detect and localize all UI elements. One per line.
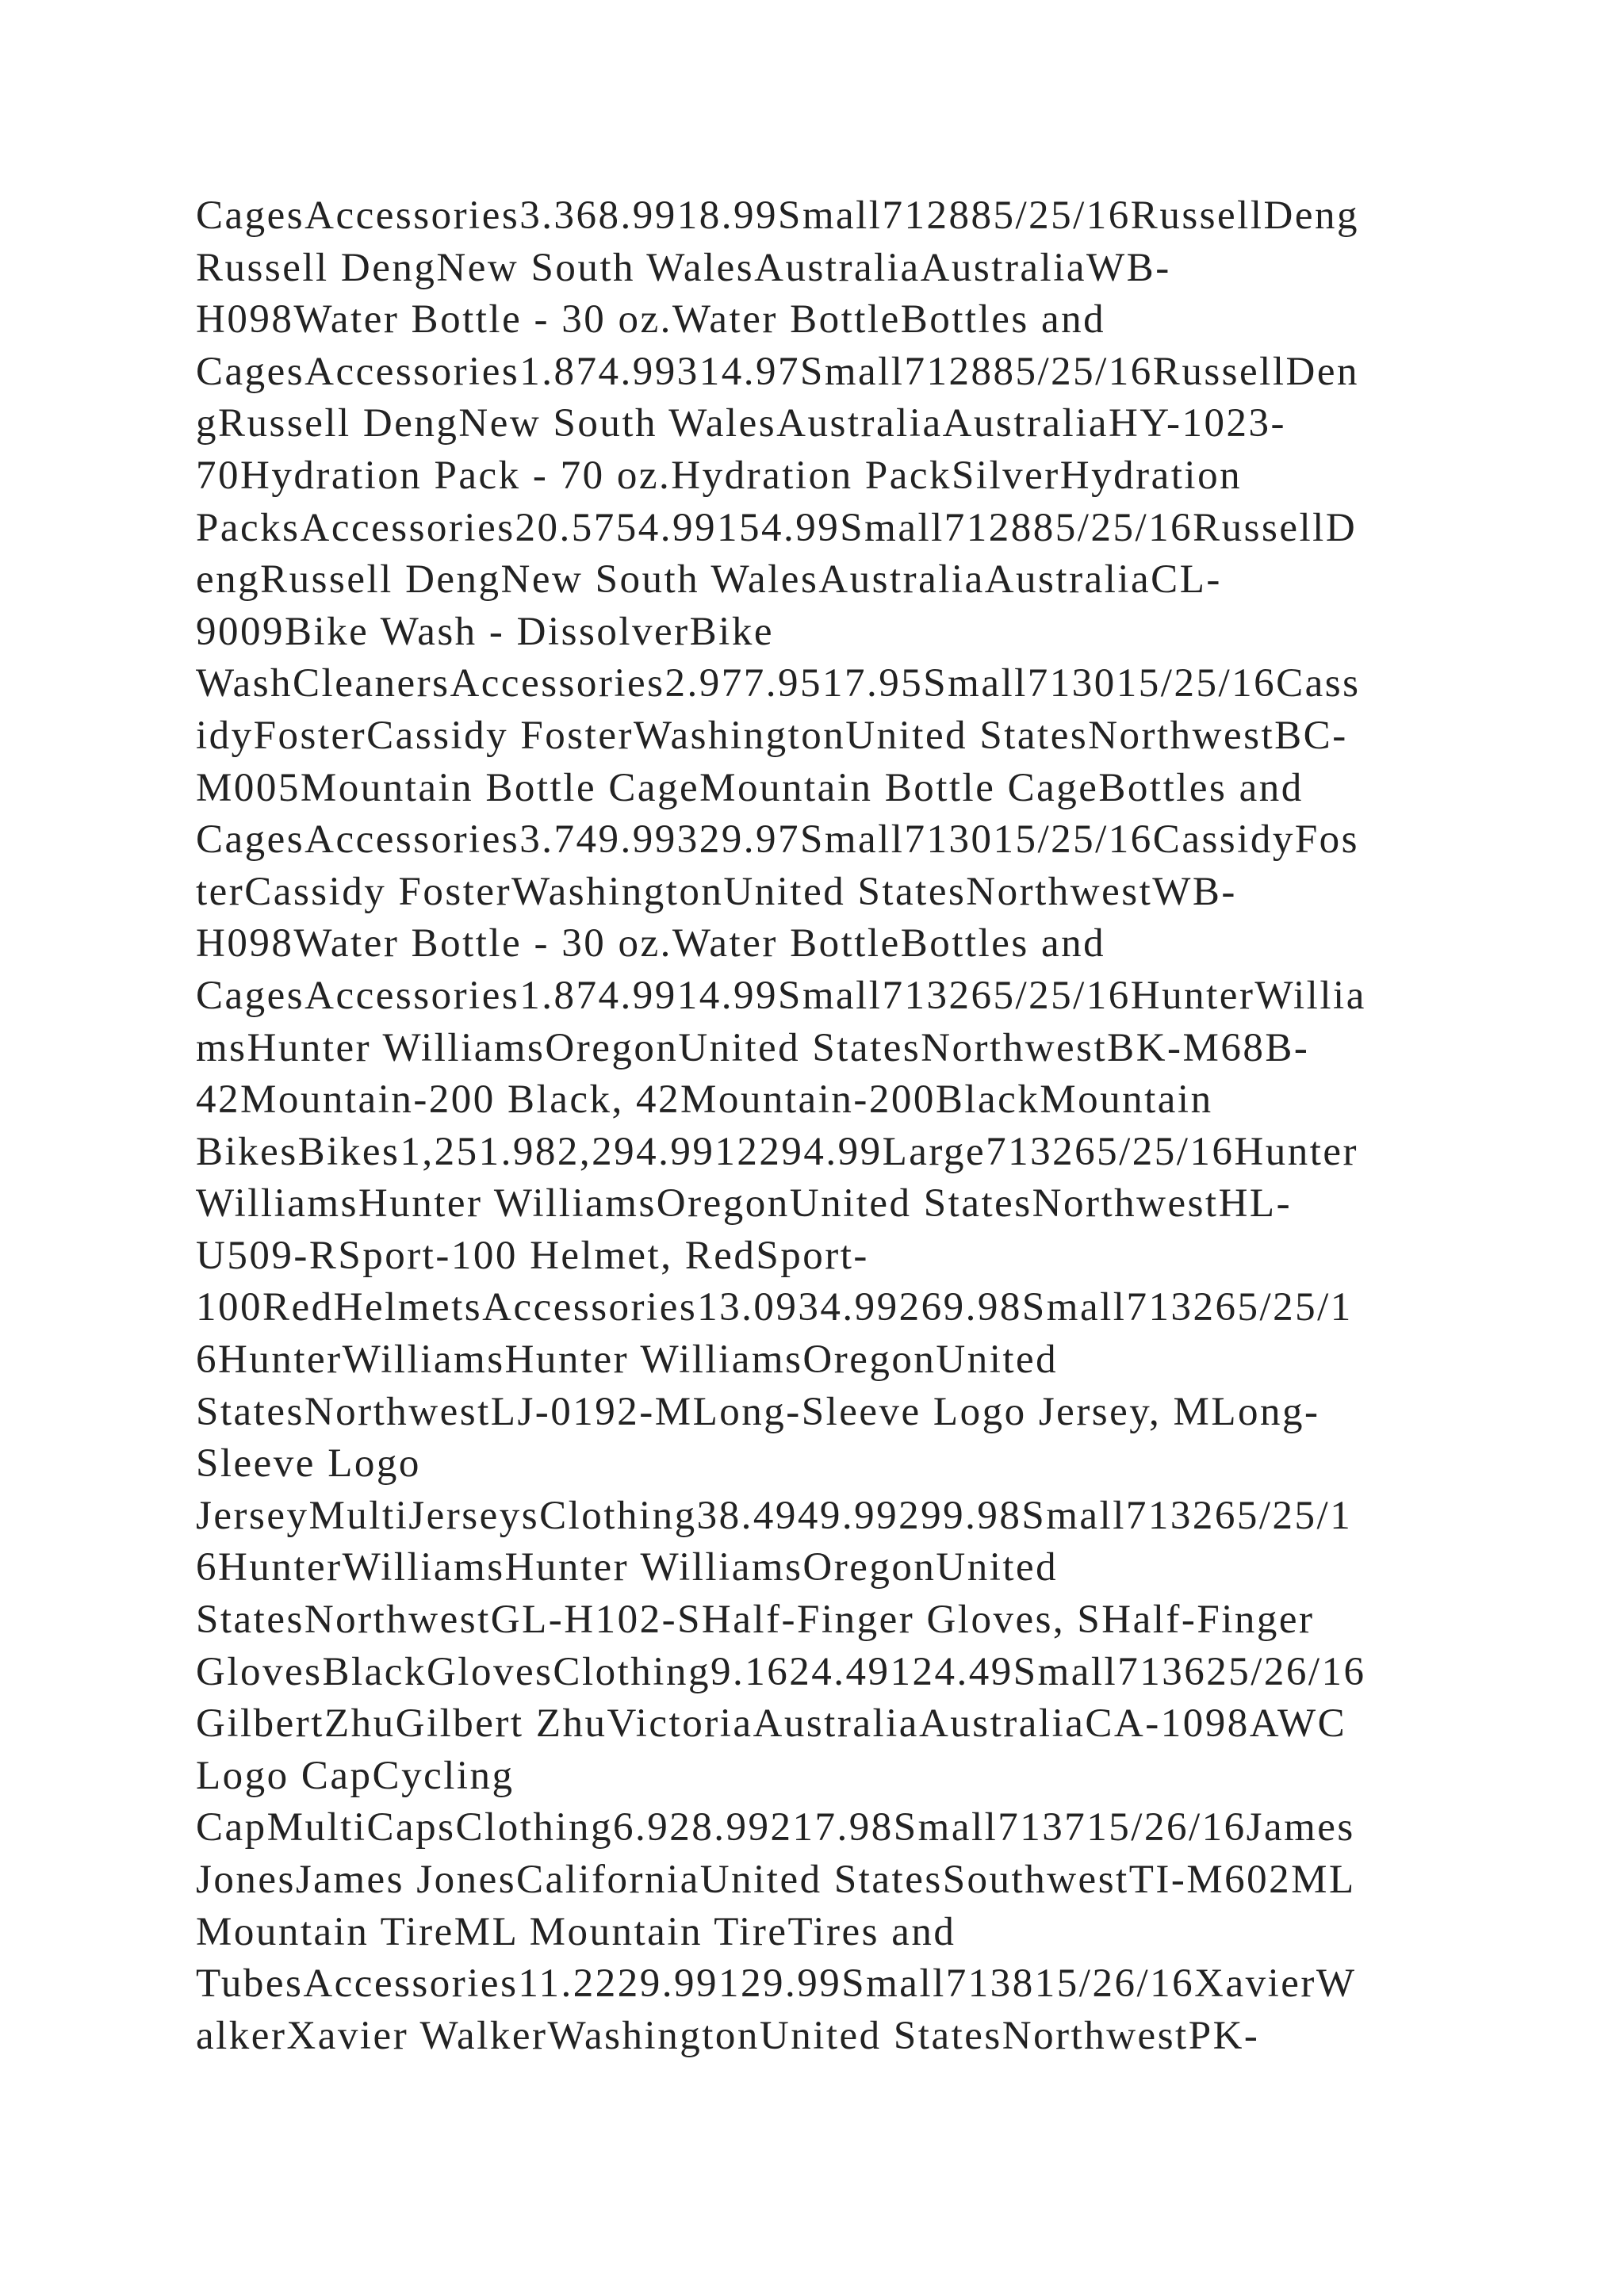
text-line: msHunter WilliamsOregonUnited StatesNorthwestBK-M68B-: [196, 1025, 1310, 1070]
text-line: terCassidy FosterWashingtonUnited StatesNorthwestWB-: [196, 869, 1237, 914]
text-line: gRussell DengNew South WalesAustraliaAustraliaHY-1023-: [196, 401, 1287, 446]
text-line: Logo CapCycling: [196, 1753, 515, 1798]
text-line: Sleeve Logo: [196, 1441, 421, 1487]
text-line: WashCleanersAccessories2.977.9517.95Small713015/25/16Cass: [196, 661, 1361, 706]
text-line: engRussell DengNew South WalesAustraliaAustraliaCL-: [196, 557, 1222, 603]
text-line: PacksAccessories20.5754.99154.99Small712885/25/16RussellD: [196, 505, 1358, 550]
text-line: WilliamsHunter WilliamsOregonUnited StatesNorthwestHL-: [196, 1181, 1293, 1226]
text-line: M005Mountain Bottle CageMountain Bottle CageBottles and: [196, 765, 1304, 810]
text-line: 6HunterWilliamsHunter WilliamsOregonUnited: [196, 1337, 1059, 1383]
text-line: TubesAccessories11.2229.99129.99Small713815/26/16XavierW: [196, 1961, 1357, 2007]
text-line: H098Water Bottle - 30 oz.Water BottleBottles and: [196, 297, 1106, 342]
text-line: GlovesBlackGlovesClothing9.1624.49124.49Small713625/26/16: [196, 1649, 1366, 1694]
text-line: H098Water Bottle - 30 oz.Water BottleBottles and: [196, 921, 1106, 966]
text-line: StatesNorthwestLJ-0192-MLong-Sleeve Logo Jersey, MLong-: [196, 1389, 1320, 1434]
text-line: 9009Bike Wash - DissolverBike: [196, 609, 774, 654]
text-line: 70Hydration Pack - 70 oz.Hydration PackSilverHydration: [196, 453, 1243, 498]
document-text: [196, 190, 1496, 2062]
text-line: StatesNorthwestGL-H102-SHalf-Finger Gloves, SHalf-Finger: [196, 1598, 1315, 1643]
text-line: BikesBikes1,251.982,294.9912294.99Large713265/25/16Hunter: [196, 1129, 1359, 1174]
text-line: CagesAccessories1.874.9914.99Small713265/25/16HunterWillia: [196, 973, 1366, 1018]
text-line: 100RedHelmetsAccessories13.0934.99269.98Small713265/25/1: [196, 1285, 1353, 1330]
text-line: CagesAccessories3.749.99329.97Small713015/25/16CassidyFos: [196, 817, 1360, 863]
text-line: 42Mountain-200 Black, 42Mountain-200BlackMountain: [196, 1077, 1213, 1123]
text-line: alkerXavier WalkerWashingtonUnited StatesNorthwestPK-: [196, 2013, 1260, 2058]
text-line: GilbertZhuGilbert ZhuVictoriaAustraliaAustraliaCA-1098AWC: [196, 1701, 1347, 1747]
text-line: CagesAccessories1.874.99314.97Small712885/25/16RussellDen: [196, 349, 1359, 394]
text-line: U509-RSport-100 Helmet, RedSport-: [196, 1233, 869, 1278]
text-line: Russell DengNew South WalesAustraliaAustraliaWB-: [196, 245, 1171, 290]
text-line: Mountain TireML Mountain TireTires and: [196, 1909, 956, 1954]
text-line: JonesJames JonesCaliforniaUnited StatesSouthwestTI-M602ML: [196, 1858, 1356, 1902]
text-line: idyFosterCassidy FosterWashingtonUnited StatesNorthwestBC-: [196, 713, 1348, 758]
text-line: CagesAccessories3.368.9918.99Small712885/25/16RussellDeng: [196, 193, 1359, 238]
text-line: JerseyMultiJerseysClothing38.4949.99299.98Small713265/25/1: [196, 1493, 1353, 1538]
text-line: CapMultiCapsClothing6.928.99217.98Small713715/26/16James: [196, 1805, 1355, 1850]
text-line: 6HunterWilliamsHunter WilliamsOregonUnited: [196, 1545, 1059, 1590]
